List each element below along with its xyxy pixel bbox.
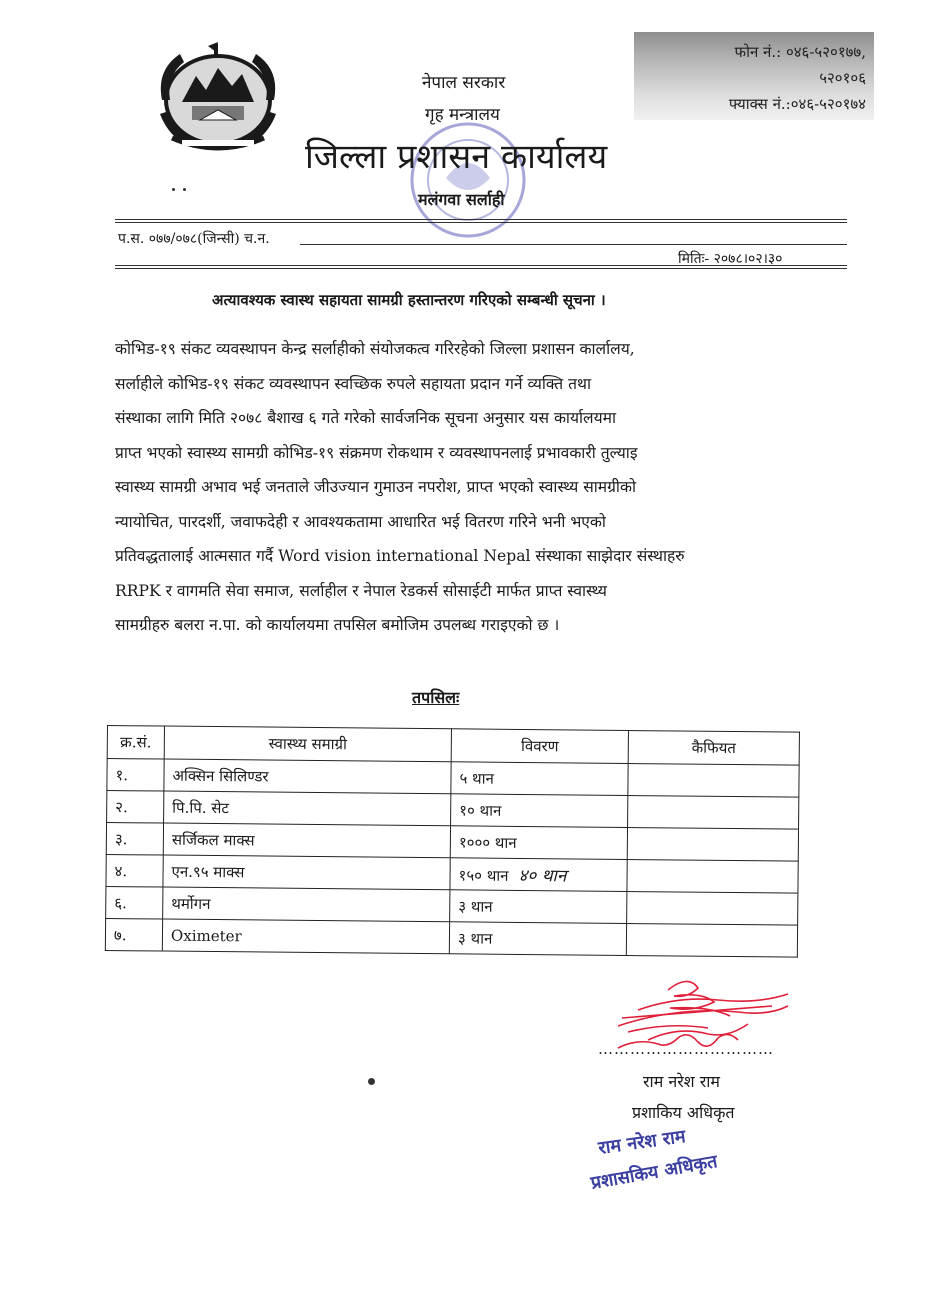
cell-sn: ३. [106, 823, 163, 856]
ink-speck [172, 188, 175, 191]
col-header-qty: विवरण [451, 729, 628, 764]
letter-date: मितिः- २०७८।०२।३० [678, 251, 783, 267]
cell-item: Oximeter [162, 919, 449, 954]
cell-qty-printed: १५० थान [458, 866, 509, 885]
header-divider-top-2 [115, 222, 847, 223]
cell-qty [450, 858, 627, 892]
body-line: प्रतिवद्धतालाई आत्मसात गर्दै Word vision international Nepal संस्थाका साझेदार संस्थाहरु [115, 547, 685, 565]
cell-remarks [628, 796, 799, 830]
cell-item: एन.९५ माक्स [163, 855, 450, 890]
ministry-name: गृह मन्त्रालय [425, 105, 500, 125]
cell-qty: ३ थान [450, 890, 627, 924]
details-heading: तपसिलः [412, 688, 460, 707]
body-line: सर्लाहीले कोभिड-१९ संकट व्यवस्थापन स्वच्छिक रुपले सहायता प्रदान गर्ने व्यक्ति तथा [115, 374, 591, 393]
signatory-name: राम नरेश राम [643, 1072, 720, 1091]
office-location: मलंगवा सर्लाही [418, 190, 505, 209]
cell-qty: ३ थान [449, 922, 626, 956]
cell-qty: १० थान [451, 794, 628, 828]
body-line: संस्थाका लागि मिति २०७८ बैशाख ६ गते गरेको सार्वजनिक सूचना अनुसार यस कार्यालयमा [115, 409, 617, 427]
table-row [105, 918, 797, 957]
col-header-item: स्वास्थ्य समाग्री [164, 726, 451, 762]
cell-sn: ४. [106, 854, 163, 887]
cell-item: थर्मोगन [163, 887, 450, 922]
cell-qty: ५ थान [451, 762, 628, 796]
cell-qty: १००० थान [450, 826, 627, 860]
signatory-designation: प्रशाकिय अधिकृत [632, 1103, 735, 1122]
cell-sn: ६. [106, 886, 163, 919]
reference-number: प.स. ०७७/०७८(जिन्सी) च.न. [118, 231, 270, 247]
body-line: न्यायोचित, पारदर्शी, जवाफदेही र आवश्यकतामा आधारित भई वितरण गरिने भनी भएको [115, 512, 606, 531]
contact-box [634, 32, 874, 120]
col-header-sn: क्र.सं. [107, 726, 164, 760]
cell-remarks [627, 891, 798, 925]
cell-item: पि.पि. सेट [164, 791, 451, 826]
signature-line: …………………………… [598, 1040, 774, 1058]
cell-remarks [627, 860, 798, 894]
supplies-table [105, 725, 800, 958]
cell-qty-handwritten: ४० थान [518, 865, 567, 887]
header-divider-top [115, 219, 847, 220]
designation-stamp: प्रशासकिय अधिकृत [589, 1151, 720, 1194]
government-name: नेपाल सरकार [422, 73, 506, 93]
cell-item: अक्सिन सिलिण्डर [164, 759, 451, 794]
body-line: RRPK र वागमति सेवा समाज, सर्लाहील र नेपाल रेडकर्स सोसाईटी मार्फत प्राप्त स्वास्थ्य [115, 581, 607, 600]
header-divider-bottom-2 [115, 268, 847, 269]
name-stamp: राम नरेश राम [597, 1125, 687, 1159]
cell-remarks [627, 828, 798, 862]
ink-speck [183, 188, 186, 191]
cell-sn: ७. [105, 918, 162, 951]
office-title: जिल्ला प्रशासन कार्यालय [305, 137, 608, 177]
body-line: स्वास्थ्य सामग्री अभाव भई जनताले जीउज्यान गुमाउन नपरोश, प्राप्त भएको स्वास्थ्य सामग्रीको [115, 478, 636, 496]
phone-number: फोन नं.: ०४६-५२०१७७, [734, 43, 866, 61]
body-line: सामग्रीहरु बलरा न.पा. को कार्यालयमा तपसिल बमोजिम उपलब्ध गराइएको छ । [115, 616, 560, 634]
cell-item: सर्जिकल माक्स [163, 823, 450, 858]
cell-sn: २. [107, 791, 164, 824]
body-line: प्राप्त भएको स्वास्थ्य सामग्री कोभिड-१९ संक्रमण रोकथाम र व्यवस्थापनलाई प्रभावकारी तुल्याइ [115, 443, 638, 462]
cell-remarks [626, 923, 797, 957]
phone-number-2: ५२०१०६ [819, 69, 866, 87]
fax-number: फ्याक्स नं.:०४६-५२०१७४ [728, 95, 866, 113]
cell-remarks [628, 764, 799, 798]
col-header-remarks: कैफियत [628, 731, 799, 766]
header-divider-mid [300, 244, 847, 245]
subject-line: अत्यावश्यक स्वास्थ सहायता सामग्री हस्तान्तरण गरिएको सम्बन्धी सूचना । [212, 291, 606, 309]
ink-speck [368, 1078, 375, 1085]
cell-sn: १. [107, 759, 164, 792]
body-line: कोभिड-१९ संकट व्यवस्थापन केन्द्र सर्लाहीको संयोजकत्व गरिरहेको जिल्ला प्रशासन कार्लालय, [115, 340, 635, 358]
nepal-government-emblem [152, 42, 284, 154]
body-paragraph [115, 332, 815, 643]
